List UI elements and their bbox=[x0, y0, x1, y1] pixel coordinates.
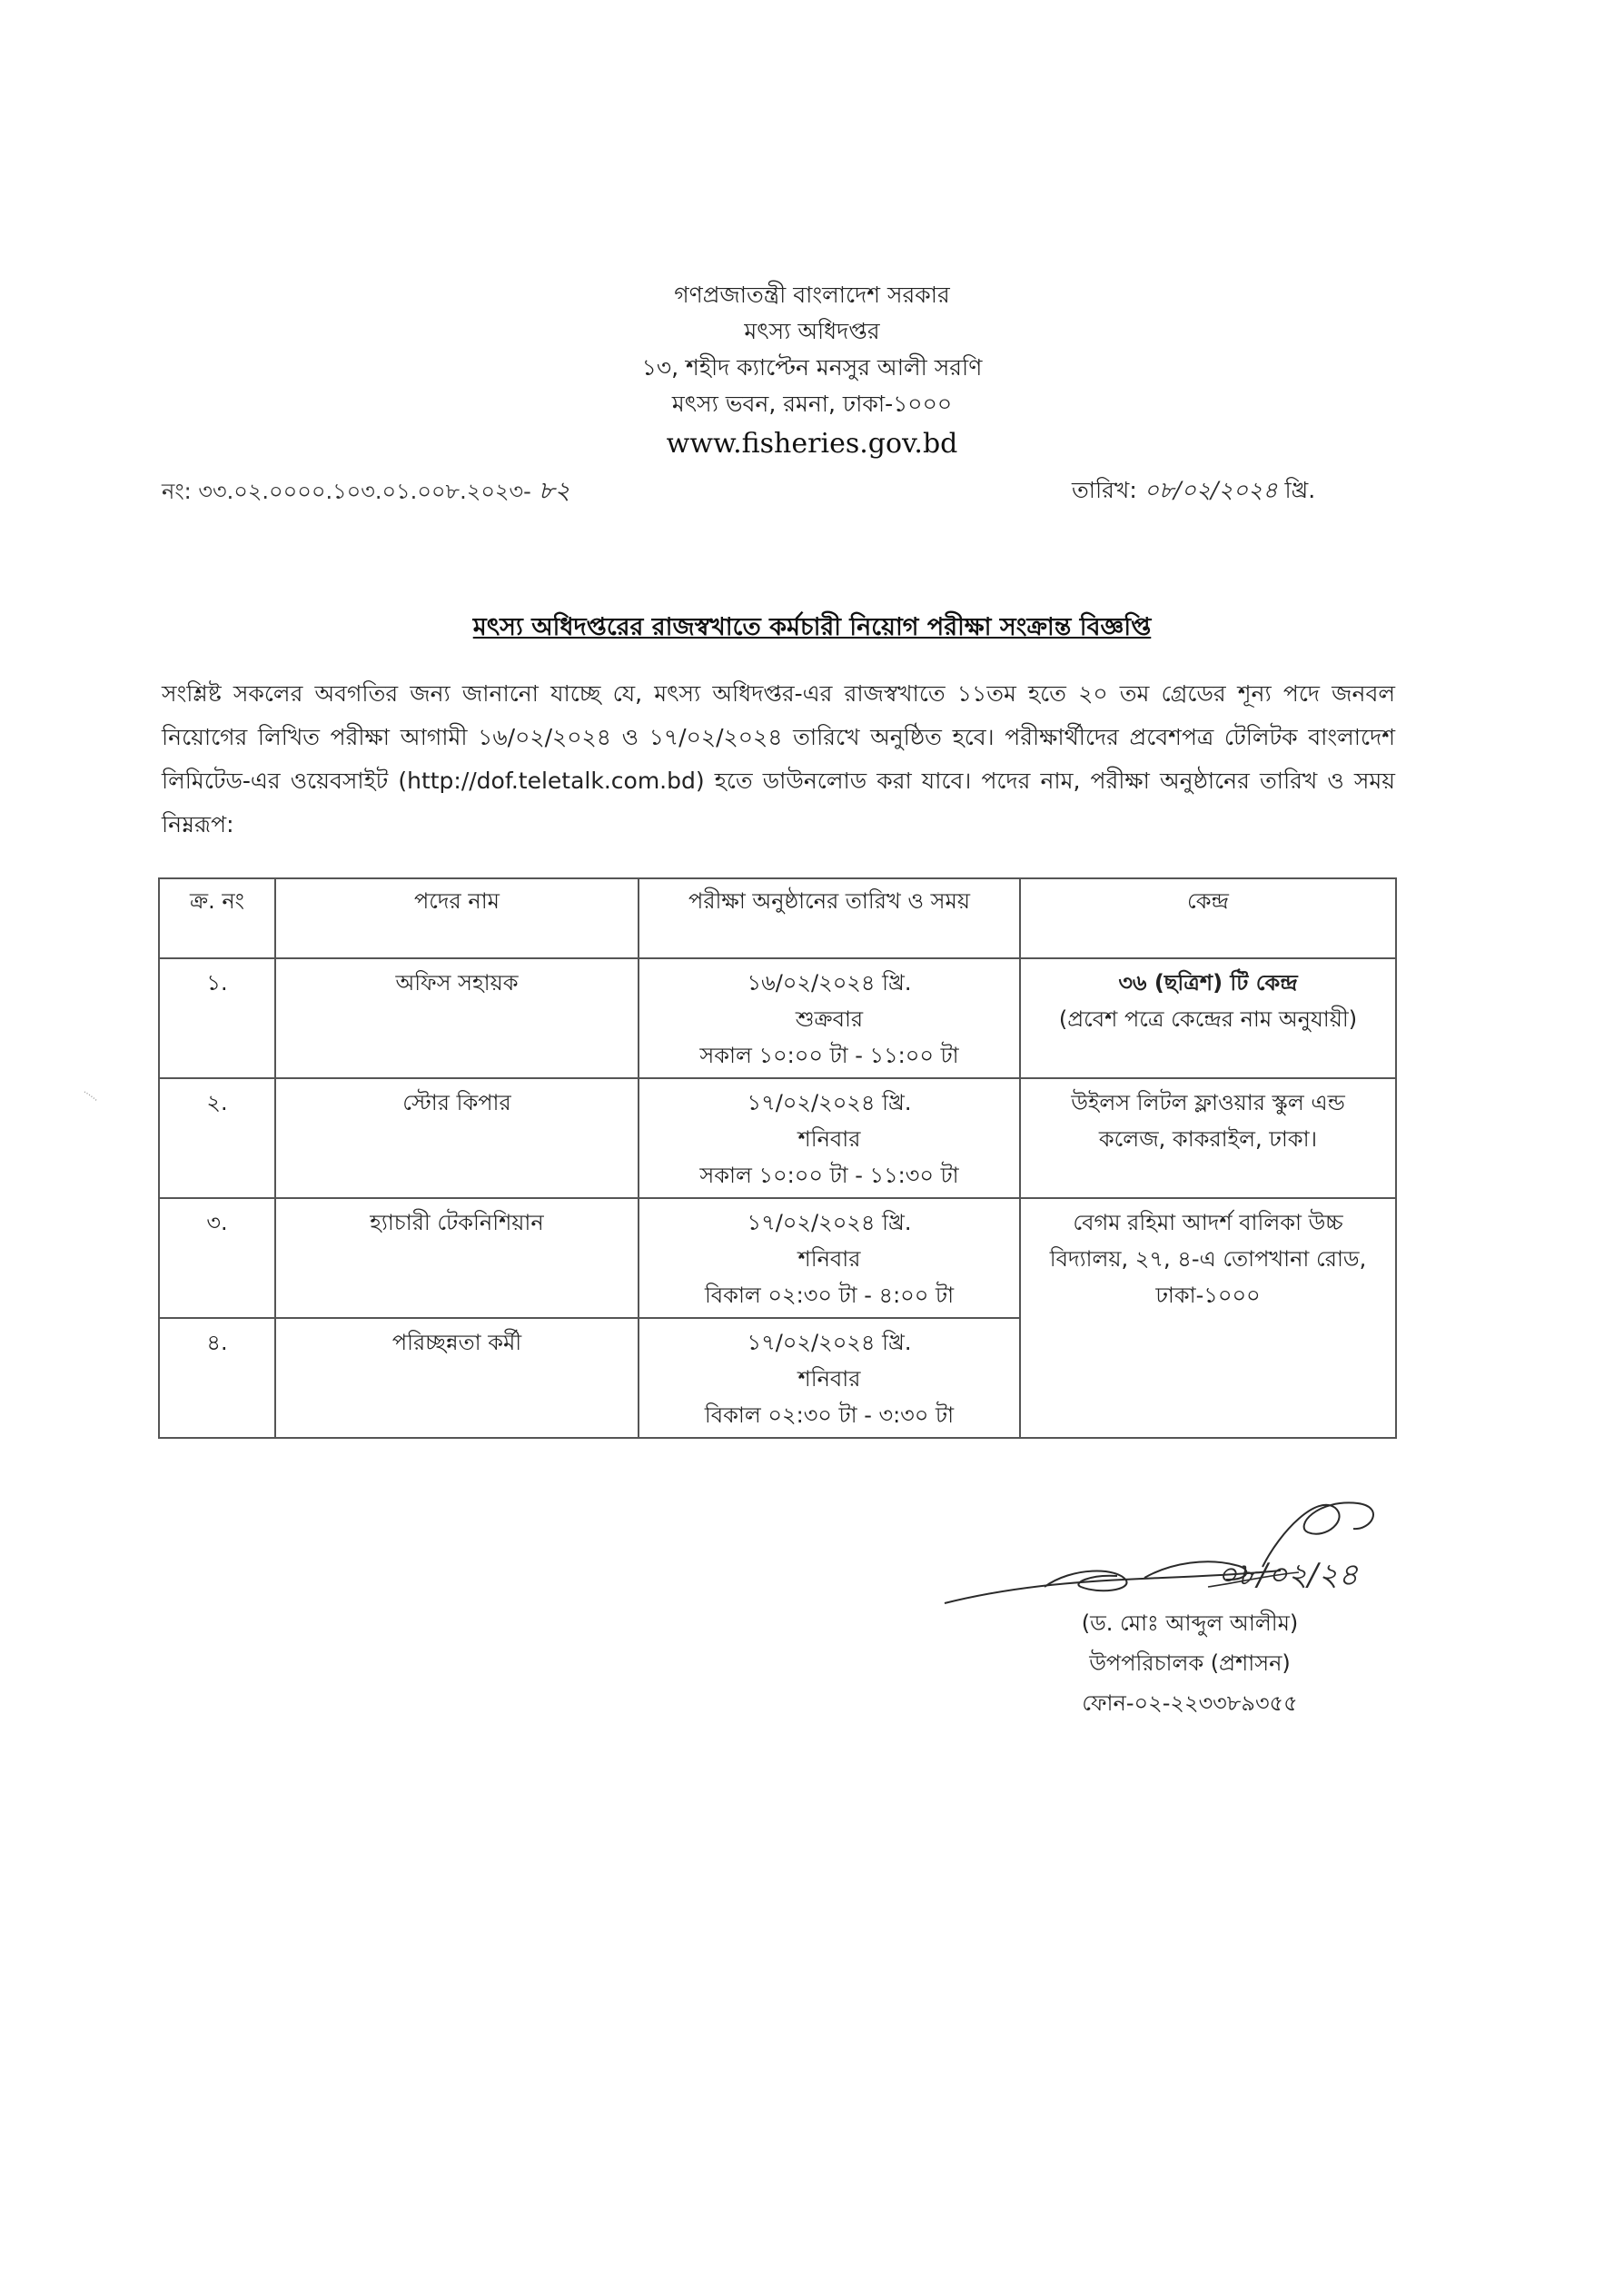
govt-name: গণপ্রজাতন্ত্রী বাংলাদেশ সরকার bbox=[674, 282, 950, 308]
row-datetime bbox=[639, 1078, 1020, 1198]
memo-date bbox=[1072, 472, 1315, 511]
header-datetime: পরীক্ষা অনুষ্ঠানের তারিখ ও সময় bbox=[639, 878, 1020, 958]
memo-number-text: নং: ৩৩.০২.০০০০.১০৩.০১.০০৮.২০২৩- bbox=[162, 479, 531, 504]
exam-date: ১৬/০২/২০২৪ খ্রি. bbox=[747, 970, 912, 996]
exam-time: সকাল ১০:০০ টা - ১১:৩০ টা bbox=[699, 1163, 959, 1188]
row-datetime bbox=[639, 958, 1020, 1078]
table-row bbox=[159, 1198, 1396, 1318]
row-post: অফিস সহায়ক bbox=[275, 958, 639, 1078]
date-label: তারিখ: bbox=[1072, 477, 1137, 503]
signatory-block bbox=[1026, 1603, 1353, 1723]
center-name-line3: ঢাকা-১০০০ bbox=[1155, 1283, 1261, 1308]
exam-date: ১৭/০২/২০২৪ খ্রি. bbox=[747, 1090, 912, 1115]
date-suffix: খ্রি. bbox=[1284, 477, 1316, 503]
exam-date: ১৭/০২/২০২৪ খ্রি. bbox=[747, 1330, 912, 1355]
signatory-name: (ড. মোঃ আব্দুল আলীম) bbox=[1081, 1610, 1299, 1636]
row-serial: ১. bbox=[159, 958, 275, 1078]
website-link[interactable]: www.fisheries.gov.bd bbox=[666, 428, 958, 460]
row-datetime bbox=[639, 1318, 1020, 1438]
department-name: মৎস্য অধিদপ্তর bbox=[744, 318, 880, 344]
handwritten-signature bbox=[936, 1476, 1408, 1621]
center-name-line1: বেগম রহিমা আদর্শ বালিকা উচ্চ bbox=[1073, 1210, 1343, 1235]
row-post: পরিচ্ছন্নতা কর্মী bbox=[275, 1318, 639, 1438]
exam-day: শনিবার bbox=[797, 1366, 861, 1392]
exam-time: বিকাল ০২:৩০ টা - ৩:৩০ টা bbox=[704, 1402, 955, 1428]
date-value: ০৮/০২/২০২৪ bbox=[1144, 477, 1278, 503]
row-serial: ৪. bbox=[159, 1318, 275, 1438]
center-name-line2: কলেজ, কাকরাইল, ঢাকা। bbox=[1098, 1126, 1318, 1152]
row-post: স্টোর কিপার bbox=[275, 1078, 639, 1198]
header-serial: ক্র. নং bbox=[159, 878, 275, 958]
signature-date: ০৮/০২/২৪ bbox=[1217, 1557, 1359, 1593]
notice-body: সংশ্লিষ্ট সকলের অবগতির জন্য জানানো যাচ্ছে যে, মৎস্য অধিদপ্তর-এর রাজস্বখাতে ১১তম হতে ২০ তম গ্রেডের শূন্য পদে জনবল নিয়োগের লিখিত পরীক্ষা আগামী ১৬/০২/২০২৪ ও ১৭/০২/২০২৪ তারিখে অনুষ্ঠিত হবে। পরীক্ষার্থীদের প্রবেশপত্র টেলিটক বাংলাদেশ লিমিটেড-এর ওয়েবসাইট (http://dof.teletalk.com.bd) হতে ডাউনলোড করা যাবে। পদের নাম, পরীক্ষা অনুষ্ঠানের তারিখ ও সময় নিম্নরূপ: bbox=[162, 680, 1396, 837]
center-count: ৩৬ (ছত্রিশ) টি কেন্দ্র bbox=[1118, 970, 1298, 996]
header-post: পদের নাম bbox=[275, 878, 639, 958]
row-post: হ্যাচারী টেকনিশিয়ান bbox=[275, 1198, 639, 1318]
exam-time: বিকাল ০২:৩০ টা - ৪:০০ টা bbox=[704, 1283, 955, 1308]
row-center bbox=[1020, 958, 1396, 1078]
row-serial: ২. bbox=[159, 1078, 275, 1198]
row-serial: ৩. bbox=[159, 1198, 275, 1318]
signatory-phone: ফোন-০২-২২৩৩৮৯৩৫৫ bbox=[1082, 1690, 1298, 1716]
center-note: (প্রবেশ পত্রে কেন্দ্রের নাম অনুযায়ী) bbox=[1058, 1006, 1358, 1032]
exam-date: ১৭/০২/২০২৪ খ্রি. bbox=[747, 1210, 912, 1235]
exam-day: শনিবার bbox=[797, 1126, 861, 1152]
row-center bbox=[1020, 1078, 1396, 1198]
table-row bbox=[159, 958, 1396, 1078]
memo-number bbox=[162, 472, 570, 513]
table-row bbox=[159, 1078, 1396, 1198]
memo-number-handwritten: ৮২ bbox=[538, 477, 570, 505]
table-header-row bbox=[159, 878, 1396, 958]
notice-subject: মৎস্য অধিদপ্তরের রাজস্বখাতে কর্মচারী নিয়োগ পরীক্ষা সংক্রান্ত বিজ্ঞপ্তি bbox=[472, 613, 1152, 641]
header-center: কেন্দ্র bbox=[1020, 878, 1396, 958]
exam-day: শনিবার bbox=[797, 1246, 861, 1272]
letterhead bbox=[0, 277, 1624, 466]
signatory-designation: উপপরিচালক (প্রশাসন) bbox=[1089, 1650, 1291, 1676]
center-name-line1: উইলস লিটল ফ্লাওয়ার স্কুল এন্ড bbox=[1071, 1090, 1345, 1115]
exam-day: শুক্রবার bbox=[795, 1006, 864, 1032]
exam-schedule-table bbox=[158, 877, 1397, 1439]
address-line: ১৩, শহীদ ক্যাপ্টেন মনসুর আলী সরণি bbox=[641, 354, 983, 381]
row-datetime bbox=[639, 1198, 1020, 1318]
row-center bbox=[1020, 1198, 1396, 1438]
scan-speck bbox=[84, 1090, 100, 1103]
exam-time: সকাল ১০:০০ টা - ১১:০০ টা bbox=[699, 1043, 959, 1068]
address-city: মৎস্য ভবন, রমনা, ঢাকা-১০০০ bbox=[671, 391, 953, 417]
center-name-line2: বিদ্যালয়, ২৭, ৪-এ তোপখানা রোড, bbox=[1049, 1246, 1367, 1272]
